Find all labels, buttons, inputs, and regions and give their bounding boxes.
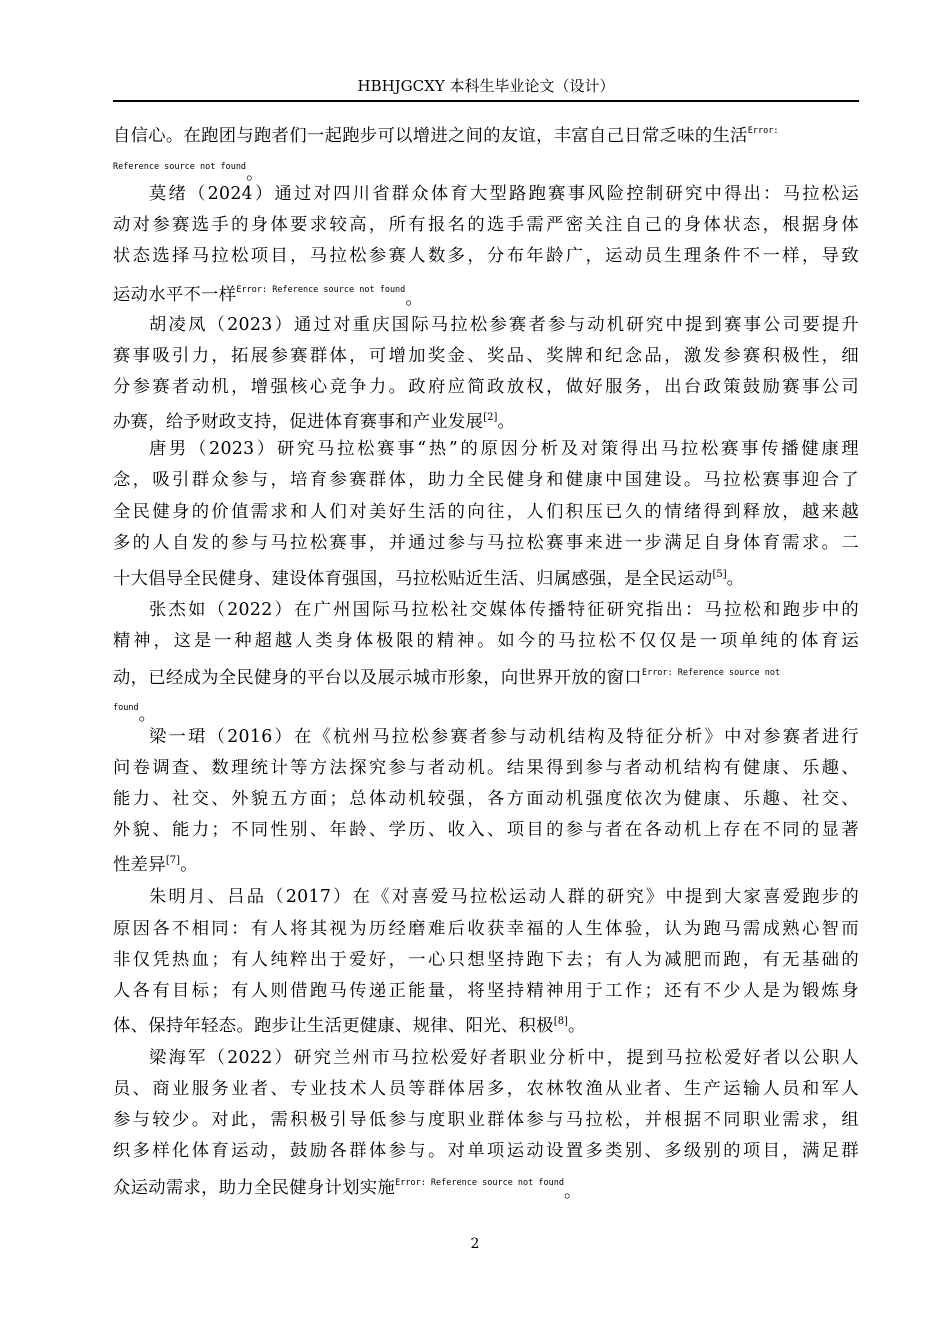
paragraph-line: 梁海军（2022）研究兰州市马拉松爱好者职业分析中，提到马拉松爱好者以公职人 [149, 1048, 859, 1068]
paragraph-line: 非仅凭热血；有人纯粹出于爱好，一心只想坚持跑下去；有人为减肥而跑，有无基础的 [113, 950, 859, 970]
paragraph-line: 原因各不相同：有人将其视为历经磨难后收获幸福的人生体验，认为跑马需成熟心智而 [113, 919, 859, 939]
reference-error: Error: Reference source not [641, 668, 781, 678]
paragraph-line: 员、商业服务业者、专业技术人员等群体居多，农林牧渔从业者、生产运输人员和军人 [113, 1079, 859, 1099]
paragraph-line: 办赛，给予财政支持，促进体育赛事和产业发展[2]。 [113, 412, 516, 432]
paragraph-line: 动对参赛选手的身体要求较高，所有报名的选手需严密关注自己的身体状态，根据身体 [113, 215, 859, 235]
paragraph-line: 梁一珺（2016）在《杭州马拉松参赛者参与动机结构及特征分析》中对参赛者进行 [149, 727, 859, 747]
paragraph-line: 朱明月、吕品（2017）在《对喜爱马拉松运动人群的研究》中提到大家喜爱跑步的 [149, 887, 859, 907]
paragraph-line: 赛事吸引力，拓展参赛群体，可增加奖金、奖品、奖牌和纪念品，激发参赛积极性，细 [113, 346, 859, 366]
paragraph-line: 能力、社交、外貌五方面；总体动机较强，各方面动机强度依次为健康、乐趣、社交、 [113, 789, 859, 809]
paragraph-line: 状态选择马拉松项目，马拉松参赛人数多，分布年龄广，运动员生理条件不一样，导致 [113, 246, 859, 266]
paragraph-line: 张杰如（2022）在广州国际马拉松社交媒体传播特征研究指出：马拉松和跑步中的 [149, 600, 859, 620]
paragraph-line: 十大倡导全民健身、建设体育强国，马拉松贴近生活、归属感强，是全民运动[5]。 [113, 569, 745, 589]
paragraph-line: 人各有目标；有人则借跑马传递正能量，将坚持精神用于工作；还有不少人是为锻炼身 [113, 981, 859, 1001]
paragraph-line: 性差异[7]。 [113, 855, 198, 875]
citation: [7] [165, 855, 181, 866]
page-number: 2 [470, 1236, 480, 1252]
paragraph-line: 念，吸引群众参与，培育参赛群体，助力全民健身和健康中国建设。马拉松赛事迎合了 [113, 470, 859, 490]
paragraph-line: 问卷调查、数理统计等方法探究参与者动机。结果得到参与者动机结构有健康、乐趣、 [113, 758, 859, 778]
paragraph-line: 运动水平不一样$^{Error: Reference source not found}$。 [113, 285, 423, 309]
paragraph-line: 自信心。在跑团与跑者们一起跑步可以增进之间的友谊，丰富自己日常乏味的生活$^{Error:}$ [113, 126, 779, 146]
paragraph-line: 分参赛者动机，增强核心竞争力。政府应简政放权，做好服务，出台政策鼓励赛事公司 [113, 377, 859, 397]
reference-error: Reference source not found [113, 162, 247, 172]
paragraph-line: 全民健身的价值需求和人们对美好生活的向往，人们积压已久的情绪得到释放，越来越 [113, 502, 859, 522]
paragraph-line: 众运动需求，助力全民健身计划实施$^{Error: Reference source not found}$。 [113, 1178, 582, 1202]
citation: [8] [553, 1016, 568, 1027]
paragraph-line: 唐男（2023）研究马拉松赛事“热”的原因分析及对策得出马拉松赛事传播健康理 [149, 439, 859, 459]
paragraph-line: 胡凌凤（2023）通过对重庆国际马拉松参赛者参与动机研究中提到赛事公司要提升 [149, 315, 859, 335]
header-rule [113, 100, 859, 102]
paragraph-line: 多的人自发的参与马拉松赛事，并通过参与马拉松赛事来进一步满足自身体育需求。二 [113, 533, 859, 553]
paragraph-line: 精神，这是一种超越人类身体极限的精神。如今的马拉松不仅仅是一项单纯的体育运 [113, 631, 859, 651]
paragraph-line: 动，已经成为全民健身的平台以及展示城市形象，向世界开放的窗口$^{Error: Reference source not}$ [113, 668, 781, 688]
reference-error: Error: Reference source not found [395, 1178, 564, 1188]
paragraph-line: 外貌、能力；不同性别、年龄、学历、收入、项目的参与者在各动机上存在不同的显著 [113, 820, 859, 840]
running-header: HBHJGCXY 本科生毕业论文（设计） [357, 77, 615, 95]
paragraph-line: 织多样化体育运动，鼓励各群体参与。对单项运动设置多类别、多级别的项目，满足群 [113, 1141, 859, 1161]
paragraph-line: 参与较少。对此，需积极引导低参与度职业群体参与马拉松，并根据不同职业需求，组 [113, 1110, 859, 1130]
paragraph-line: 莫绪（2024）通过对四川省群众体育大型路跑赛事风险控制研究中得出：马拉松运 [149, 184, 859, 204]
paragraph-line: Reference source not found。 [113, 162, 264, 184]
paragraph-line: found。 [113, 703, 157, 725]
citation: [2] [483, 412, 498, 423]
paragraph-line: 体、保持年轻态。跑步让生活更健康、规律、阳光、积极[8]。 [113, 1016, 586, 1036]
reference-error: found [113, 703, 139, 713]
citation: [5] [712, 569, 727, 580]
reference-error: Error: Reference source not found [236, 285, 406, 295]
reference-error: Error: [747, 126, 779, 136]
